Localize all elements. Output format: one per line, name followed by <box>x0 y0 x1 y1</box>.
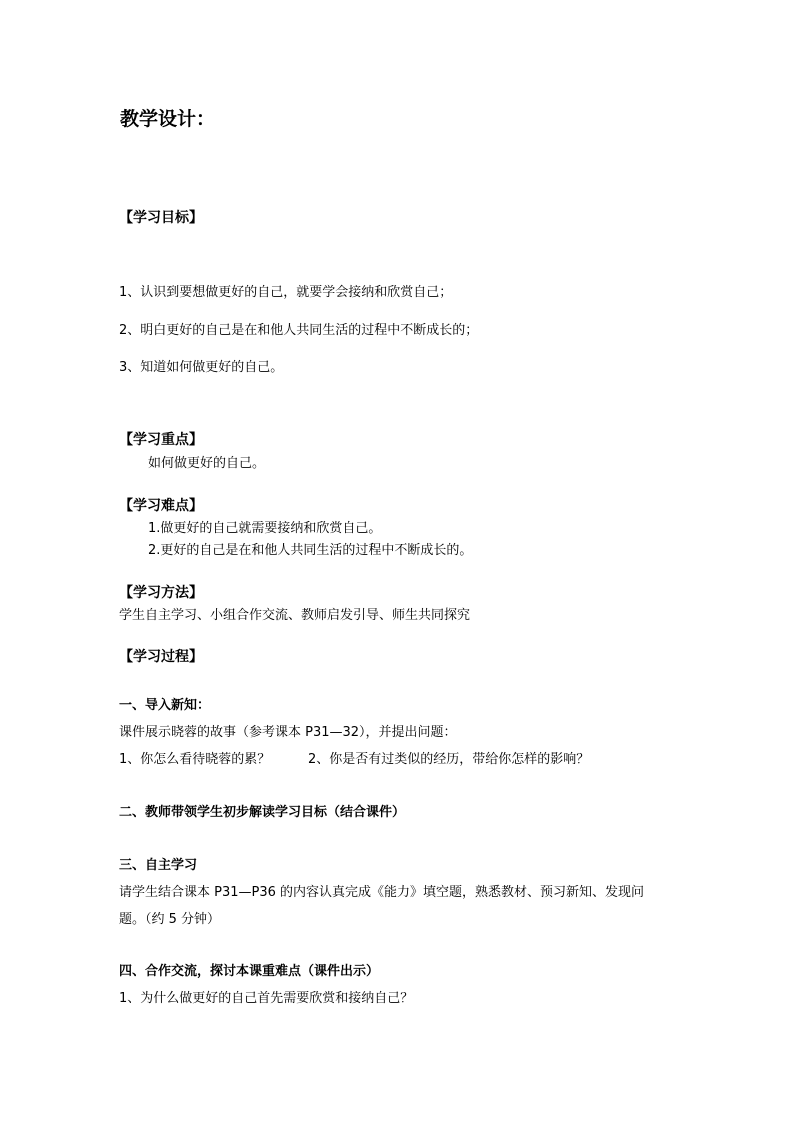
goal-item: 3、知道如何做更好的自己。 <box>119 360 284 375</box>
key-points-heading: 【学习重点】 <box>119 432 203 448</box>
difficulty-item: 2.更好的自己是在和他人共同生活的过程中不断成长的。 <box>148 543 473 558</box>
part3-title: 三、自主学习 <box>119 858 198 873</box>
methods-heading: 【学习方法】 <box>119 585 203 601</box>
difficulties-heading: 【学习难点】 <box>119 498 203 514</box>
part1-title: 一、导入新知： <box>119 698 211 713</box>
process-heading: 【学习过程】 <box>119 649 203 665</box>
part1-question: 2、你是否有过类似的经历，带给你怎样的影响？ <box>308 752 590 767</box>
part4-title: 四、合作交流，探讨本课重难点（课件出示） <box>119 964 380 979</box>
part3-text: 题。（约 5 分钟） <box>119 912 221 927</box>
part1-question: 1、你怎么看待晓蓉的累？ <box>119 752 271 767</box>
goal-item: 2、明白更好的自己是在和他人共同生活的过程中不断成长的； <box>119 323 479 338</box>
part4-question: 1、为什么做更好的自己首先需要欣赏和接纳自己？ <box>119 991 414 1006</box>
difficulty-item: 1.做更好的自己就需要接纳和欣赏自己。 <box>148 521 382 536</box>
methods-text: 学生自主学习、小组合作交流、教师启发引导、师生共同探究 <box>119 608 471 623</box>
part2-title: 二、教师带领学生初步解读学习目标（结合课件） <box>119 805 406 820</box>
key-points-text: 如何做更好的自己。 <box>148 456 266 471</box>
part3-text: 请学生结合课本 P31—P36 的内容认真完成《能力》填空题，熟悉教材、预习新知、发现问 <box>119 885 645 900</box>
part1-text: 课件展示晓蓉的故事（参考课本 P31—32），并提出问题： <box>119 725 457 740</box>
goals-heading: 【学习目标】 <box>119 210 203 226</box>
goal-item: 1、认识到要想做更好的自己，就要学会接纳和欣赏自己； <box>119 285 453 300</box>
page-title: 教学设计： <box>120 108 216 130</box>
